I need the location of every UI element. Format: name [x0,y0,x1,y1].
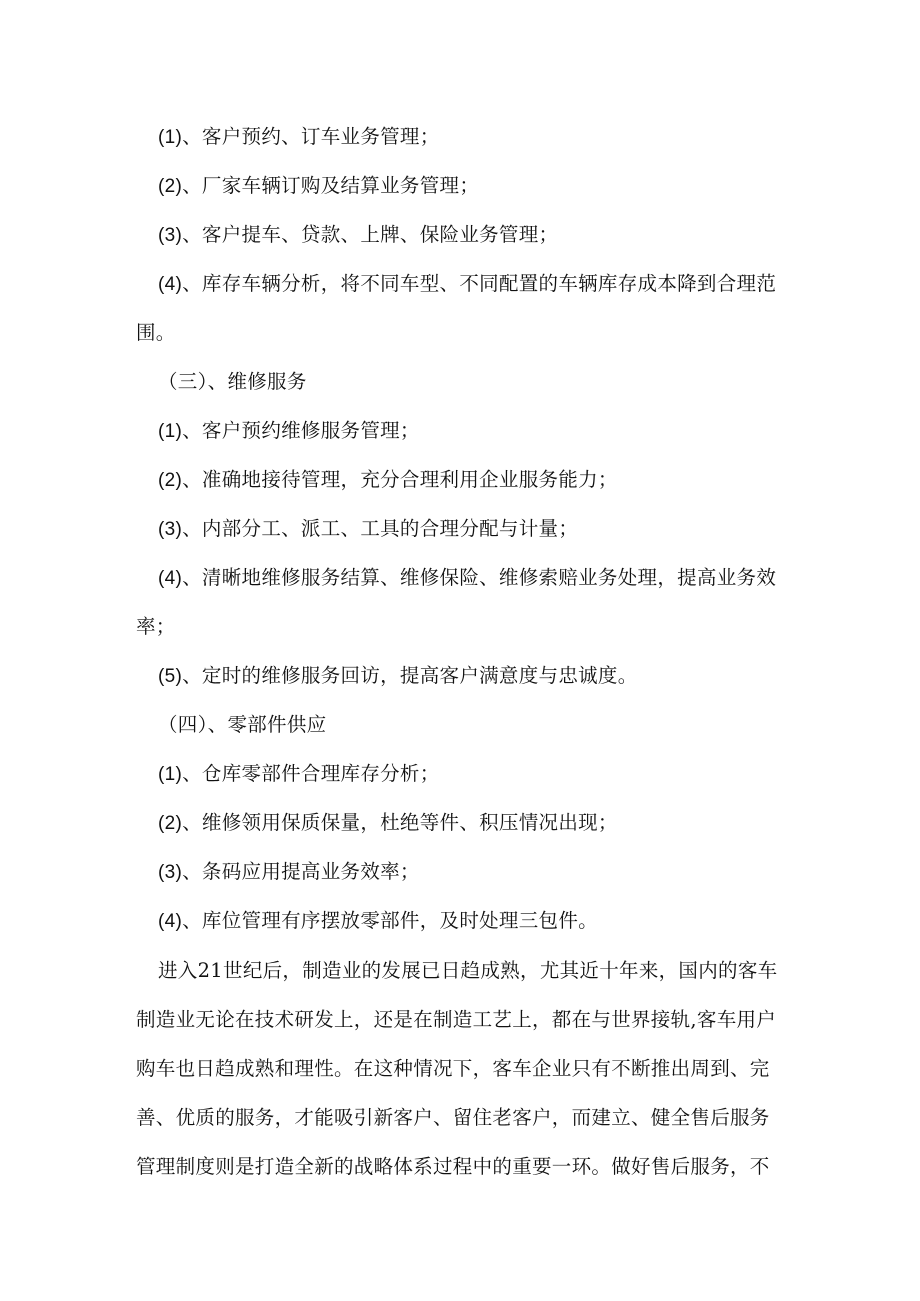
paragraph-line: 善、优质的服务，才能吸引新客户、留住老客户，而建立、健全售后服务 [136,1106,770,1129]
section-heading: （三）、维修服务 [158,370,307,393]
list-item: (4)、库位管理有序摆放零部件，及时处理三包件。 [158,909,598,932]
paragraph-line: 进入21世纪后，制造业的发展已日趋成熟，尤其近十年来，国内的客车 [158,959,778,982]
list-item: (2)、准确地接待管理，充分合理利用企业服务能力； [158,468,618,491]
paragraph-line: 管理制度则是打造全新的战略体系过程中的重要一环。做好售后服务，不 [136,1155,770,1178]
list-item: (1)、客户预约、订车业务管理； [158,125,440,148]
list-item: (2)、厂家车辆订购及结算业务管理； [158,174,480,197]
list-item: (3)、内部分工、派工、工具的合理分配与计量； [158,517,579,540]
list-item: (3)、条码应用提高业务效率； [158,860,420,883]
list-item: (3)、客户提车、贷款、上牌、保险业务管理； [158,223,559,246]
list-item-continuation: 围。 [136,321,176,344]
list-item-continuation: 率； [136,615,176,638]
paragraph-line: 制造业无论在技术研发上，还是在制造工艺上，都在与世界接轨,客车用户 [136,1008,777,1031]
list-item: (1)、仓库零部件合理库存分析； [158,762,440,785]
list-item: (4)、清晰地维修服务结算、维修保险、维修索赔业务处理，提高业务效 [158,566,777,589]
list-item: (5)、定时的维修服务回访，提高客户满意度与忠诚度。 [158,664,638,687]
list-item: (4)、库存车辆分析，将不同车型、不同配置的车辆库存成本降到合理范 [158,272,777,295]
list-item: (2)、维修领用保质保量，杜绝等件、积压情况出现； [158,811,618,834]
paragraph-line: 购车也日趋成熟和理性。在这种情况下，客车企业只有不断推出周到、完 [136,1057,770,1080]
body-paragraph [136,946,796,1191]
section-heading: （四）、零部件供应 [158,713,327,736]
list-item: (1)、客户预约维修服务管理； [158,419,420,442]
